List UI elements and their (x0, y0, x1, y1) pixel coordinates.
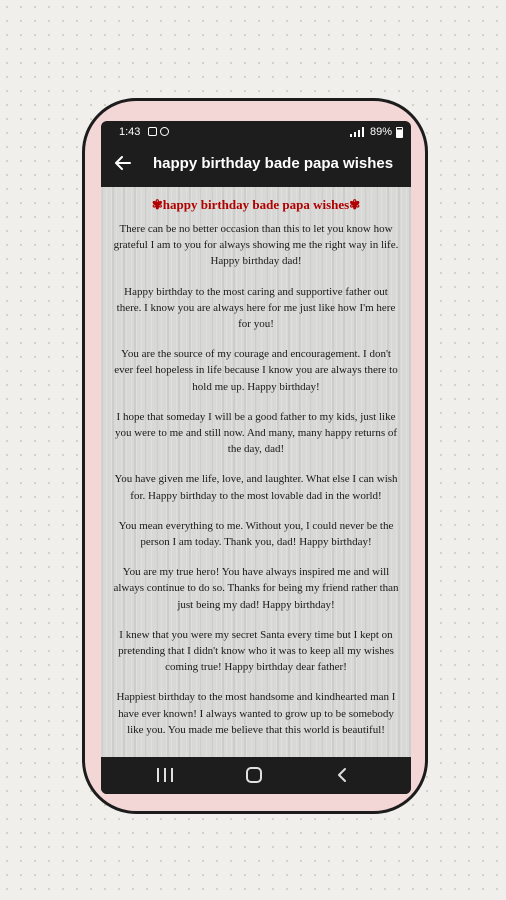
page-title: happy birthday bade papa wishes (153, 155, 394, 172)
wish-paragraph: You have given me life, love, and laughter. What else I can wish for. Happy birthday to the most lovable dad in the world! (114, 473, 398, 502)
status-bar (101, 121, 411, 143)
arrow-left-icon[interactable] (111, 151, 135, 175)
content-heading: ✾happy birthday bade papa wishes✾ (151, 197, 361, 212)
wish-paragraph: There can be no better occasion than this to let you know how grateful I am to you for always showing me the right way in life. Happy birthday dad! (113, 223, 399, 268)
wish-paragraph: You mean everything to me. Without you, I could never be the person I am today. Thank you, dad! Happy birthday! (118, 519, 394, 549)
wish-paragraph: I knew that you were my secret Santa every time but I kept on pretending that I didn't know who it was to keep all my wishes coming true! Happy birthday dear father! (118, 628, 394, 674)
battery-icon (396, 127, 403, 138)
status-system-icons (350, 126, 403, 138)
battery-percent: 89% (369, 126, 392, 138)
wish-paragraph: Happy birthday to the most caring and supportive father out there. I know you are always here for me just like how I'm here for you! (116, 285, 396, 331)
phone-frame (82, 98, 428, 814)
home-icon[interactable] (246, 767, 262, 783)
signal-icon (350, 127, 366, 137)
status-time: 1:43 (119, 126, 141, 138)
status-notification-icons (148, 127, 169, 136)
navigation-bar (101, 757, 411, 794)
back-icon[interactable] (335, 767, 351, 783)
phone-screen (101, 121, 411, 794)
image-icon (148, 127, 157, 136)
wishes-content[interactable] (101, 187, 411, 757)
wish-paragraph: I hope that someday I will be a good father to my kids, just like you were to me and still now. And many, many happy returns of the day, dad! (114, 410, 398, 456)
wish-paragraph: You are my true hero! You have always inspired me and will always continue to do so. Thanks for being my friend rather than just being my dad! Happy birthday! (113, 566, 399, 611)
wish-paragraph: You are the source of my courage and encouragement. I don't ever feel hopeless in life because I know you are always there to hold me up. Happy birthday! (114, 348, 398, 393)
app-bar (101, 143, 411, 187)
recent-apps-icon[interactable] (157, 768, 173, 782)
app-icon (160, 127, 169, 136)
wish-paragraph: Happiest birthday to the most handsome and kindhearted man I have ever known! I always wanted to grow up to be somebody like you. You made me believe that this world is beautiful! (116, 691, 396, 736)
